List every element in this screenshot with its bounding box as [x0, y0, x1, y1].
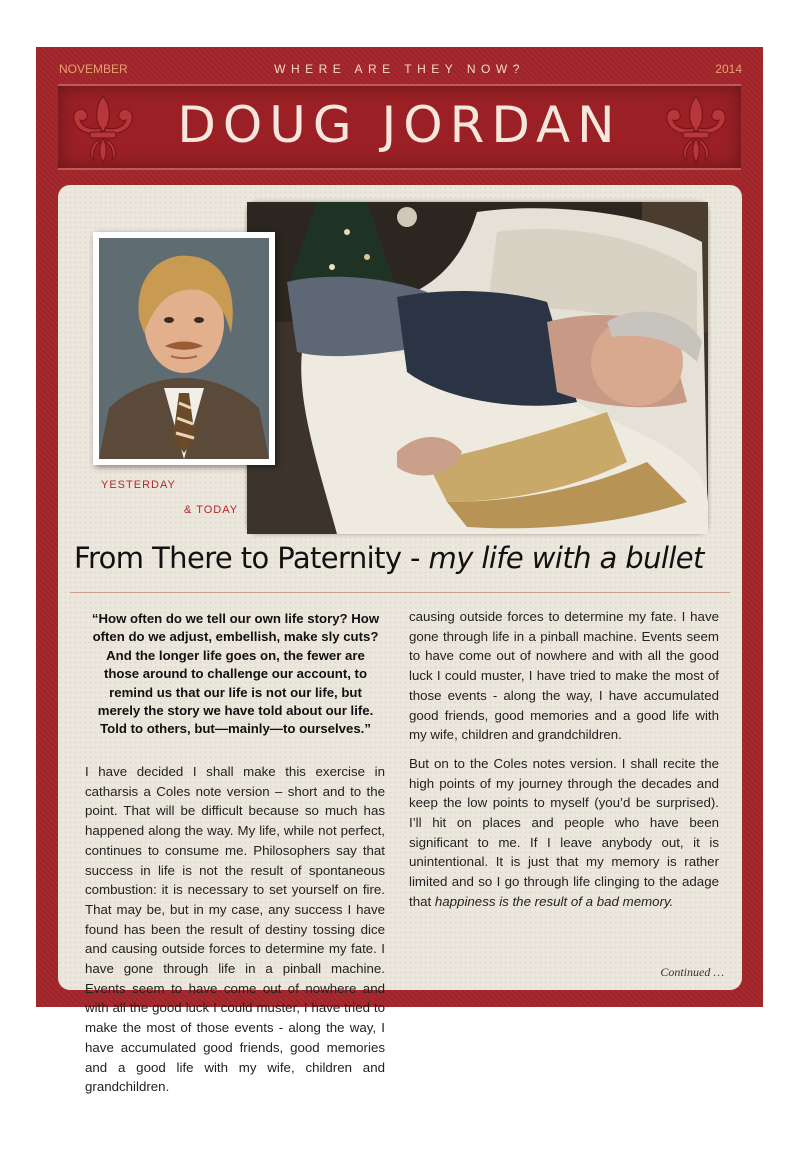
caption-today: & TODAY	[184, 504, 239, 516]
series-title: WHERE ARE THEY NOW?	[274, 62, 525, 76]
issue-month: NOVEMBER	[59, 62, 128, 76]
name-banner	[58, 84, 741, 170]
article-column-right	[409, 607, 719, 921]
headline-subtitle: my life with a bullet	[428, 541, 704, 575]
paragraph-1: I have decided I shall make this exercise in catharsis a Coles note version – short and to the point. That will be difficult because so much has happened along the way. My life, while not perfect, continues to consume me. Philosophers say that success in life is not the result of spontaneous combustion: it is necessary to set yourself on fire. That may be, but in my case, any success I have found has been the result of destiny tossing dice and causing outside forces to determine my fate. I have gone through life in a pinball machine. Events seem to have come out of nowhere and with all the good luck I could muster, I have tried to make the most of those events - along the way, I have accumulated good friends, good memories and a good life with my wife, children and grandchildren.	[85, 764, 385, 1095]
divider	[70, 592, 730, 593]
paragraph-1-continued: causing outside forces to determine my fate. I have gone through life in a pinball machine. Events seem to have come out of nowhere and with all the good luck I could muster, I have tried to make the most of those events - along the way, I have accumulated good friends, good memories and a good life with my wife, children and grandchildren.	[409, 609, 719, 743]
top-line	[36, 62, 763, 80]
newsletter-page	[36, 47, 763, 1095]
paragraph-2	[409, 754, 719, 912]
issue-year: 2014	[715, 62, 742, 76]
article-headline	[74, 541, 726, 575]
continued-note: Continued …	[660, 965, 724, 979]
yesterday-photo	[93, 232, 275, 465]
today-photo	[247, 202, 708, 534]
paragraph-2-text: But on to the Coles notes version. I shall recite the high points of my journey through the decades and keep the low points to myself (you’d be surprised). I’ll hit on places and people who have been significant to me. If I leave anybody out, it is unintentional. It is just that my memory is rather limited and so I go through life clinging to the adage that	[409, 755, 719, 909]
pull-quote: “How often do we tell our own life story? How often do we adjust, embellish, make sly cuts? And the longer life goes on, the fewer are those around to challenge our account, to remind us that our life is not our life, but merely the story we have told about our life. Told to others, but—mainly—to ourselves.”	[91, 611, 380, 737]
article-column-left	[85, 762, 385, 1154]
fleur-de-lis-icon	[661, 92, 731, 166]
content-panel	[58, 185, 742, 1095]
paragraph-2-italic: happiness is the result of a bad memory.	[434, 893, 674, 909]
headline-main: From There to Paternity -	[74, 541, 429, 575]
caption-yesterday: YESTERDAY	[101, 479, 176, 491]
profile-name: DOUG JORDAN	[177, 96, 622, 154]
